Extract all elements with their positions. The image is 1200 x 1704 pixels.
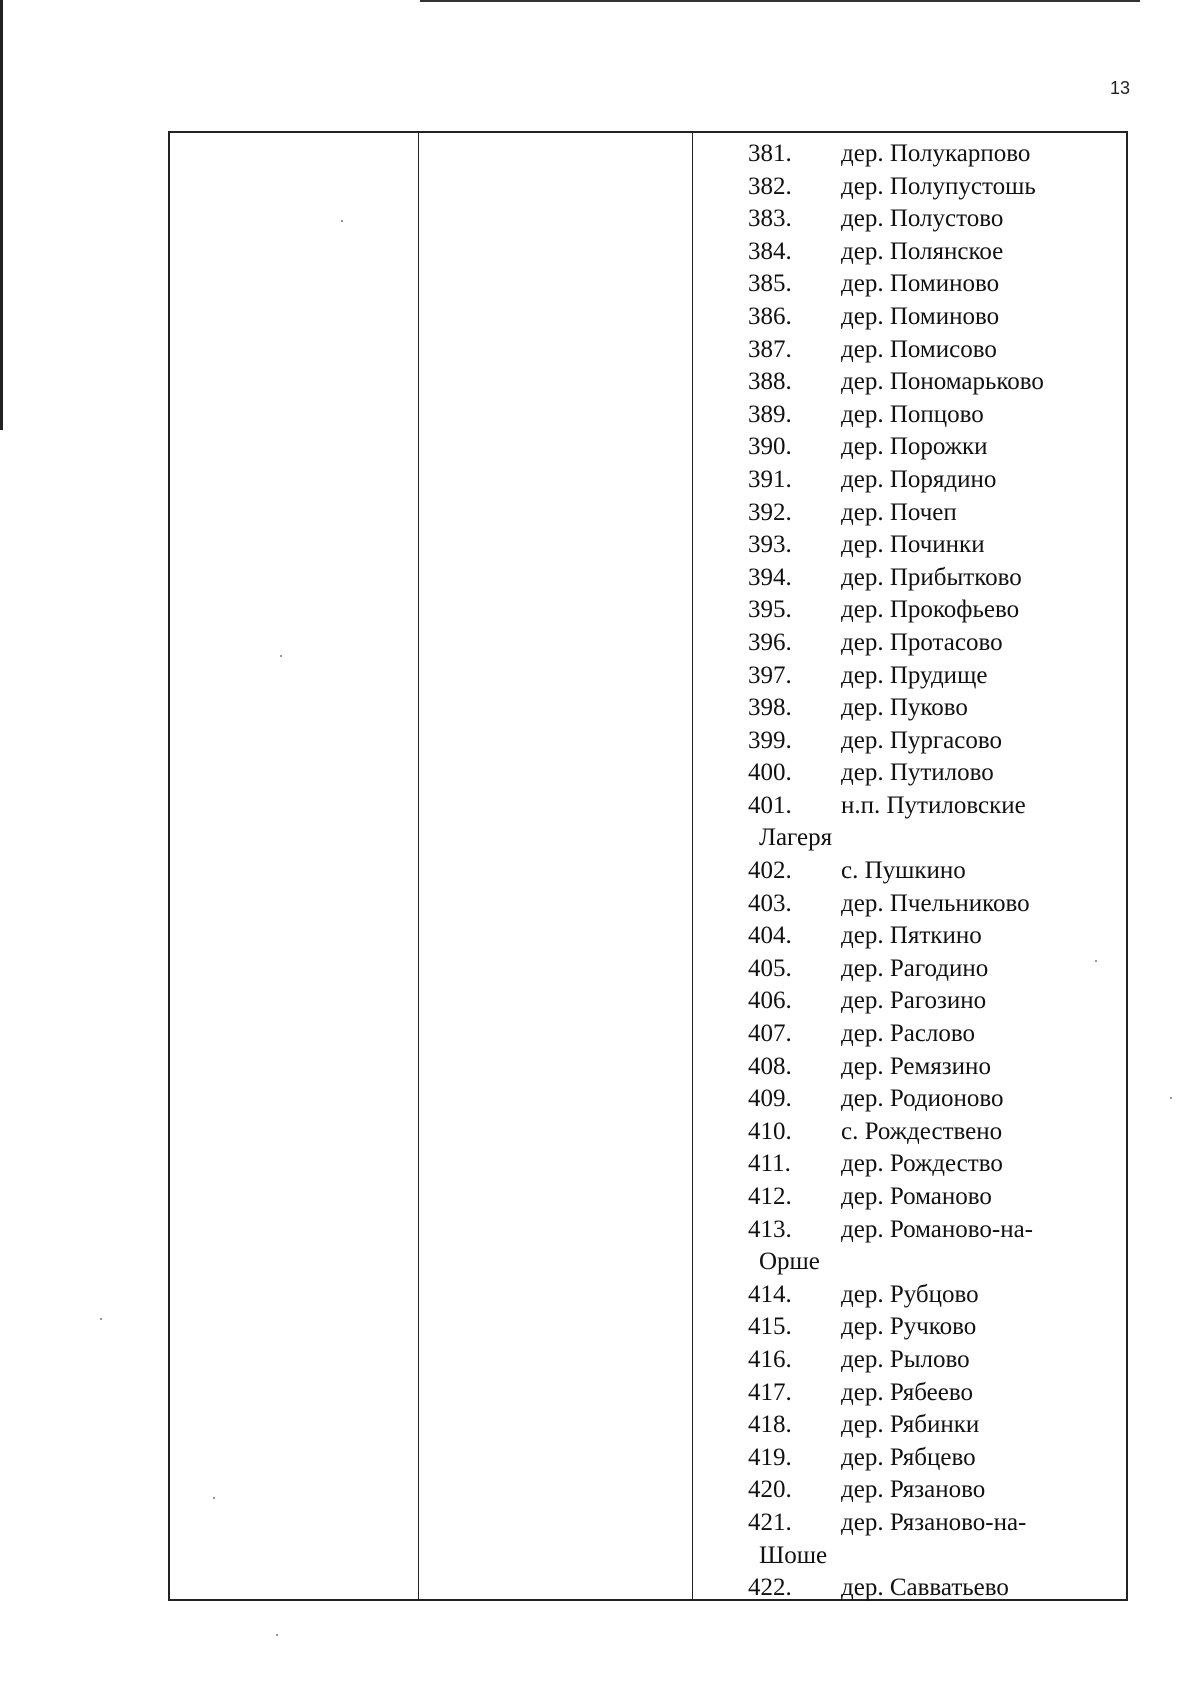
item-number: 416. [748, 1345, 792, 1373]
list-item [748, 1181, 1044, 1214]
settlement-name: дер. Пургасово [841, 726, 1002, 754]
list-item [748, 1051, 1044, 1084]
item-number: 398. [748, 694, 792, 722]
settlement-name: дер. Романово-на- [841, 1215, 1034, 1243]
item-number: 394. [748, 563, 792, 591]
item-number: 389. [748, 400, 792, 428]
item-number: 395. [748, 596, 792, 624]
list-item [748, 1507, 1044, 1572]
list-item [748, 236, 1044, 269]
list-item [748, 399, 1044, 432]
item-number: 382. [748, 172, 792, 200]
item-number: 412. [748, 1183, 792, 1210]
item-number: 383. [748, 205, 792, 233]
scan-speck [280, 655, 282, 657]
settlement-name: дер. Прибытково [841, 563, 1022, 591]
scan-speck [276, 1634, 278, 1636]
settlement-name: дер. Почеп [841, 498, 957, 526]
list-item [748, 1116, 1044, 1149]
settlement-name: дер. Полупустошь [841, 172, 1036, 200]
settlement-name: дер. Полукарпово [841, 140, 1031, 167]
settlement-name: с. Рождествено [841, 1117, 1003, 1145]
list-item [748, 757, 1044, 790]
settlement-name: дер. Путилово [841, 759, 994, 787]
settlement-name: дер. Рязаново-на- [841, 1508, 1027, 1536]
list-item [748, 790, 1044, 855]
settlement-name-continuation: Шоше [759, 1541, 828, 1569]
scan-speck [100, 1318, 102, 1320]
item-number: 418. [748, 1411, 792, 1439]
settlement-name: дер. Пономарьково [841, 368, 1044, 396]
settlement-name: дер. Помисово [841, 335, 997, 363]
list-item [748, 660, 1044, 693]
scan-speck [1095, 960, 1097, 962]
settlement-name: дер. Рождество [841, 1150, 1003, 1178]
settlement-name: дер. Поминово [841, 270, 1000, 298]
item-number: 415. [748, 1313, 792, 1341]
list-item [748, 1377, 1044, 1410]
list-item [748, 627, 1044, 660]
item-number: 422. [748, 1574, 792, 1602]
item-number: 405. [748, 954, 792, 982]
settlement-name: дер. Порядино [841, 465, 997, 493]
list-item [748, 464, 1044, 497]
settlements-list [748, 138, 1044, 1605]
list-item [748, 1279, 1044, 1312]
item-number: 387. [748, 335, 792, 363]
settlement-name: дер. Протасово [841, 628, 1003, 656]
scan-edge-mark [0, 0, 3, 430]
list-item [748, 268, 1044, 301]
settlement-name: дер. Поминово [841, 302, 1000, 330]
list-item [748, 562, 1044, 595]
item-number: 402. [748, 857, 792, 885]
settlement-name: дер. Прокофьево [841, 596, 1020, 624]
column-divider [418, 133, 419, 1599]
item-number: 407. [748, 1020, 792, 1048]
list-item [748, 1214, 1044, 1279]
item-number: 390. [748, 433, 792, 461]
item-number: 386. [748, 302, 792, 330]
item-number: 381. [748, 140, 792, 167]
item-number: 419. [748, 1443, 792, 1471]
settlement-name: дер. Попцово [841, 400, 984, 428]
settlement-name: дер. Родионово [841, 1085, 1004, 1113]
list-item [748, 1572, 1044, 1605]
item-number: 406. [748, 987, 792, 1015]
list-item [748, 203, 1044, 236]
item-number: 420. [748, 1476, 792, 1504]
list-item [748, 366, 1044, 399]
item-number: 413. [748, 1215, 792, 1243]
settlement-name: с. Пушкино [841, 857, 966, 885]
item-number: 388. [748, 368, 792, 396]
list-item [748, 920, 1044, 953]
settlement-name: дер. Рябеево [841, 1378, 973, 1406]
item-number: 403. [748, 889, 792, 917]
settlement-name: дер. Починки [841, 531, 985, 559]
item-number: 408. [748, 1052, 792, 1080]
item-number: 392. [748, 498, 792, 526]
settlement-name: дер. Пуково [841, 694, 968, 722]
list-item [748, 692, 1044, 725]
item-number: 409. [748, 1085, 792, 1113]
settlements-table [168, 131, 1128, 1601]
settlement-name: дер. Пчельниково [841, 889, 1030, 917]
item-number: 421. [748, 1508, 792, 1536]
scan-speck [213, 1497, 215, 1499]
item-number: 385. [748, 270, 792, 298]
list-item [748, 888, 1044, 921]
list-item [748, 1442, 1044, 1475]
item-number: 393. [748, 531, 792, 559]
list-item [748, 594, 1044, 627]
item-number: 397. [748, 661, 792, 689]
settlement-name: дер. Рылово [841, 1345, 970, 1373]
settlement-name: дер. Рязаново [841, 1476, 986, 1504]
settlement-name: дер. Пяткино [841, 922, 982, 950]
list-item [748, 529, 1044, 562]
list-item [748, 855, 1044, 888]
settlement-name: дер. Рубцово [841, 1280, 979, 1308]
list-item [748, 1083, 1044, 1116]
list-item [748, 1409, 1044, 1442]
item-number: 417. [748, 1378, 792, 1406]
settlement-name-continuation: Лагеря [759, 824, 833, 852]
list-item [748, 1474, 1044, 1507]
item-number: 404. [748, 922, 792, 950]
item-number: 410. [748, 1117, 792, 1145]
settlement-name: дер. Рагодино [841, 954, 989, 982]
settlement-name: дер. Прудище [841, 661, 988, 689]
list-item [748, 725, 1044, 758]
item-number: 400. [748, 759, 792, 787]
scan-speck [1170, 1097, 1172, 1099]
list-item [748, 953, 1044, 986]
settlement-name: дер. Рябинки [841, 1411, 980, 1439]
list-item [748, 138, 1044, 171]
list-item [748, 1148, 1044, 1181]
list-item [748, 497, 1044, 530]
list-item [748, 1018, 1044, 1051]
item-number: 399. [748, 726, 792, 754]
settlement-name: дер. Романово [841, 1183, 992, 1210]
settlement-name: дер. Савватьево [841, 1574, 1009, 1602]
list-item [748, 431, 1044, 464]
settlement-name: дер. Ремязино [841, 1052, 991, 1080]
settlement-name: дер. Ручково [841, 1313, 977, 1341]
settlement-name: дер. Полянское [841, 237, 1004, 265]
settlement-name: дер. Порожки [841, 433, 988, 461]
list-item [748, 985, 1044, 1018]
item-number: 396. [748, 628, 792, 656]
settlement-name: дер. Полустово [841, 205, 1004, 233]
list-item [748, 1311, 1044, 1344]
settlement-name: дер. Раслово [841, 1020, 976, 1048]
page-number: 13 [1110, 78, 1131, 98]
item-number: 414. [748, 1280, 792, 1308]
item-number: 411. [748, 1150, 791, 1178]
item-number: 401. [748, 791, 792, 819]
settlement-name: дер. Рябцево [841, 1443, 976, 1471]
scan-top-edge [420, 0, 1140, 2]
item-number: 391. [748, 465, 792, 493]
list-item [748, 1344, 1044, 1377]
settlement-name-continuation: Орше [759, 1248, 820, 1276]
list-item [748, 301, 1044, 334]
settlement-name: н.п. Путиловские [841, 791, 1026, 819]
settlement-name: дер. Рагозино [841, 987, 987, 1015]
list-item [748, 334, 1044, 367]
item-number: 384. [748, 237, 792, 265]
settlements-cell [693, 133, 1126, 1602]
list-item [748, 171, 1044, 204]
scan-speck [341, 220, 343, 222]
